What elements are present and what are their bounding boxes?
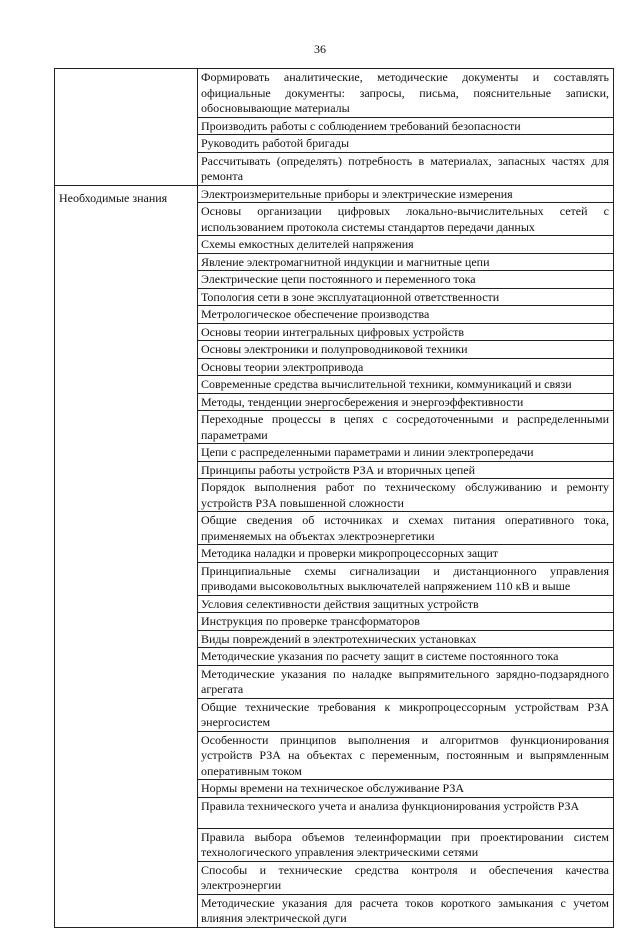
knowledge-cell: Условия селективности действия защитных устройств — [198, 595, 614, 613]
skill-cell: Производить работы с соблюдением требований безопасности — [198, 117, 614, 135]
skill-cell: Рассчитывать (определять) потребность в материалах, запасных частях для ремонта — [198, 152, 614, 185]
knowledge-cell: Общие технические требования к микропроцессорным устройствам РЗА энергосистем — [198, 698, 614, 731]
knowledge-cell: Переходные процессы в цепях с сосредоточенными и распределенными параметрами — [198, 411, 614, 444]
knowledge-label: Необходимые знания — [55, 185, 198, 927]
table-row — [55, 69, 614, 118]
knowledge-cell: Схемы емкостных делителей напряжения — [198, 236, 614, 254]
knowledge-cell: Методические указания по расчету защит в системе постоянного тока — [198, 648, 614, 666]
knowledge-cell: Порядок выполнения работ по техническому обслуживанию и ремонту устройств РЗА повышенной сложности — [198, 479, 614, 512]
knowledge-cell: Основы теории электропривода — [198, 358, 614, 376]
knowledge-cell: Топология сети в зоне эксплуатационной ответственности — [198, 288, 614, 306]
requirements-table — [54, 68, 614, 928]
knowledge-cell: Общие сведения об источниках и схемах питания оперативного тока, применяемых на объектах электроэнергетики — [198, 512, 614, 545]
knowledge-cell: Инструкция по проверке трансформаторов — [198, 613, 614, 631]
knowledge-cell: Электрические цепи постоянного и переменного тока — [198, 271, 614, 289]
knowledge-cell: Основы организации цифровых локально-вычислительных сетей с использованием протокола системы стандартов передачи данных — [198, 203, 614, 236]
knowledge-cell: Электроизмерительные приборы и электрические измерения — [198, 185, 614, 203]
knowledge-cell: Современные средства вычислительной техники, коммуникаций и связи — [198, 376, 614, 394]
knowledge-cell: Основы теории интегральных цифровых устройств — [198, 323, 614, 341]
knowledge-cell: Метрологическое обеспечение производства — [198, 306, 614, 324]
knowledge-cell: Виды повреждений в электротехнических установках — [198, 630, 614, 648]
table-row — [55, 185, 614, 203]
knowledge-cell: Принципы работы устройств РЗА и вторичных цепей — [198, 461, 614, 479]
knowledge-cell: Методика наладки и проверки микропроцессорных защит — [198, 545, 614, 563]
skill-cell: Формировать аналитические, методические документы и составлять официальные документы: запросы, письма, пояснительные записки, обосновывающие материалы — [198, 69, 614, 118]
skill-cell: Руководить работой бригады — [198, 135, 614, 153]
knowledge-cell: Методические указания для расчета токов короткого замыкания с учетом влияния электрической дуги — [198, 894, 614, 927]
knowledge-cell: Основы электроники и полупроводниковой техники — [198, 341, 614, 359]
knowledge-cell: Нормы времени на техническое обслуживание РЗА — [198, 780, 614, 798]
knowledge-cell: Цепи с распределенными параметрами и линии электропередачи — [198, 444, 614, 462]
knowledge-cell: Явление электромагнитной индукции и магнитные цепи — [198, 253, 614, 271]
knowledge-cell: Способы и технические средства контроля и обеспечения качества электроэнергии — [198, 861, 614, 894]
knowledge-cell: Правила технического учета и анализа функционирования устройств РЗА — [198, 797, 614, 828]
page-number: 36 — [314, 42, 326, 56]
knowledge-cell: Правила выбора объемов телеинформации при проектировании систем технологического управления электрическими сетями — [198, 828, 614, 861]
knowledge-cell: Особенности принципов выполнения и алгоритмов функционирования устройств РЗА на объектах с переменным, постоянным и выпрямленным оперативным током — [198, 731, 614, 780]
knowledge-cell: Принципиальные схемы сигнализации и дистанционного управления приводами высоковольтных выключателей напряжением 110 кВ и выше — [198, 562, 614, 595]
empty-label-cell — [55, 69, 198, 186]
knowledge-cell: Методы, тенденции энергосбережения и энергоэффективности — [198, 393, 614, 411]
knowledge-cell: Методические указания по наладке выпрямительного зарядно-подзарядного агрегата — [198, 665, 614, 698]
